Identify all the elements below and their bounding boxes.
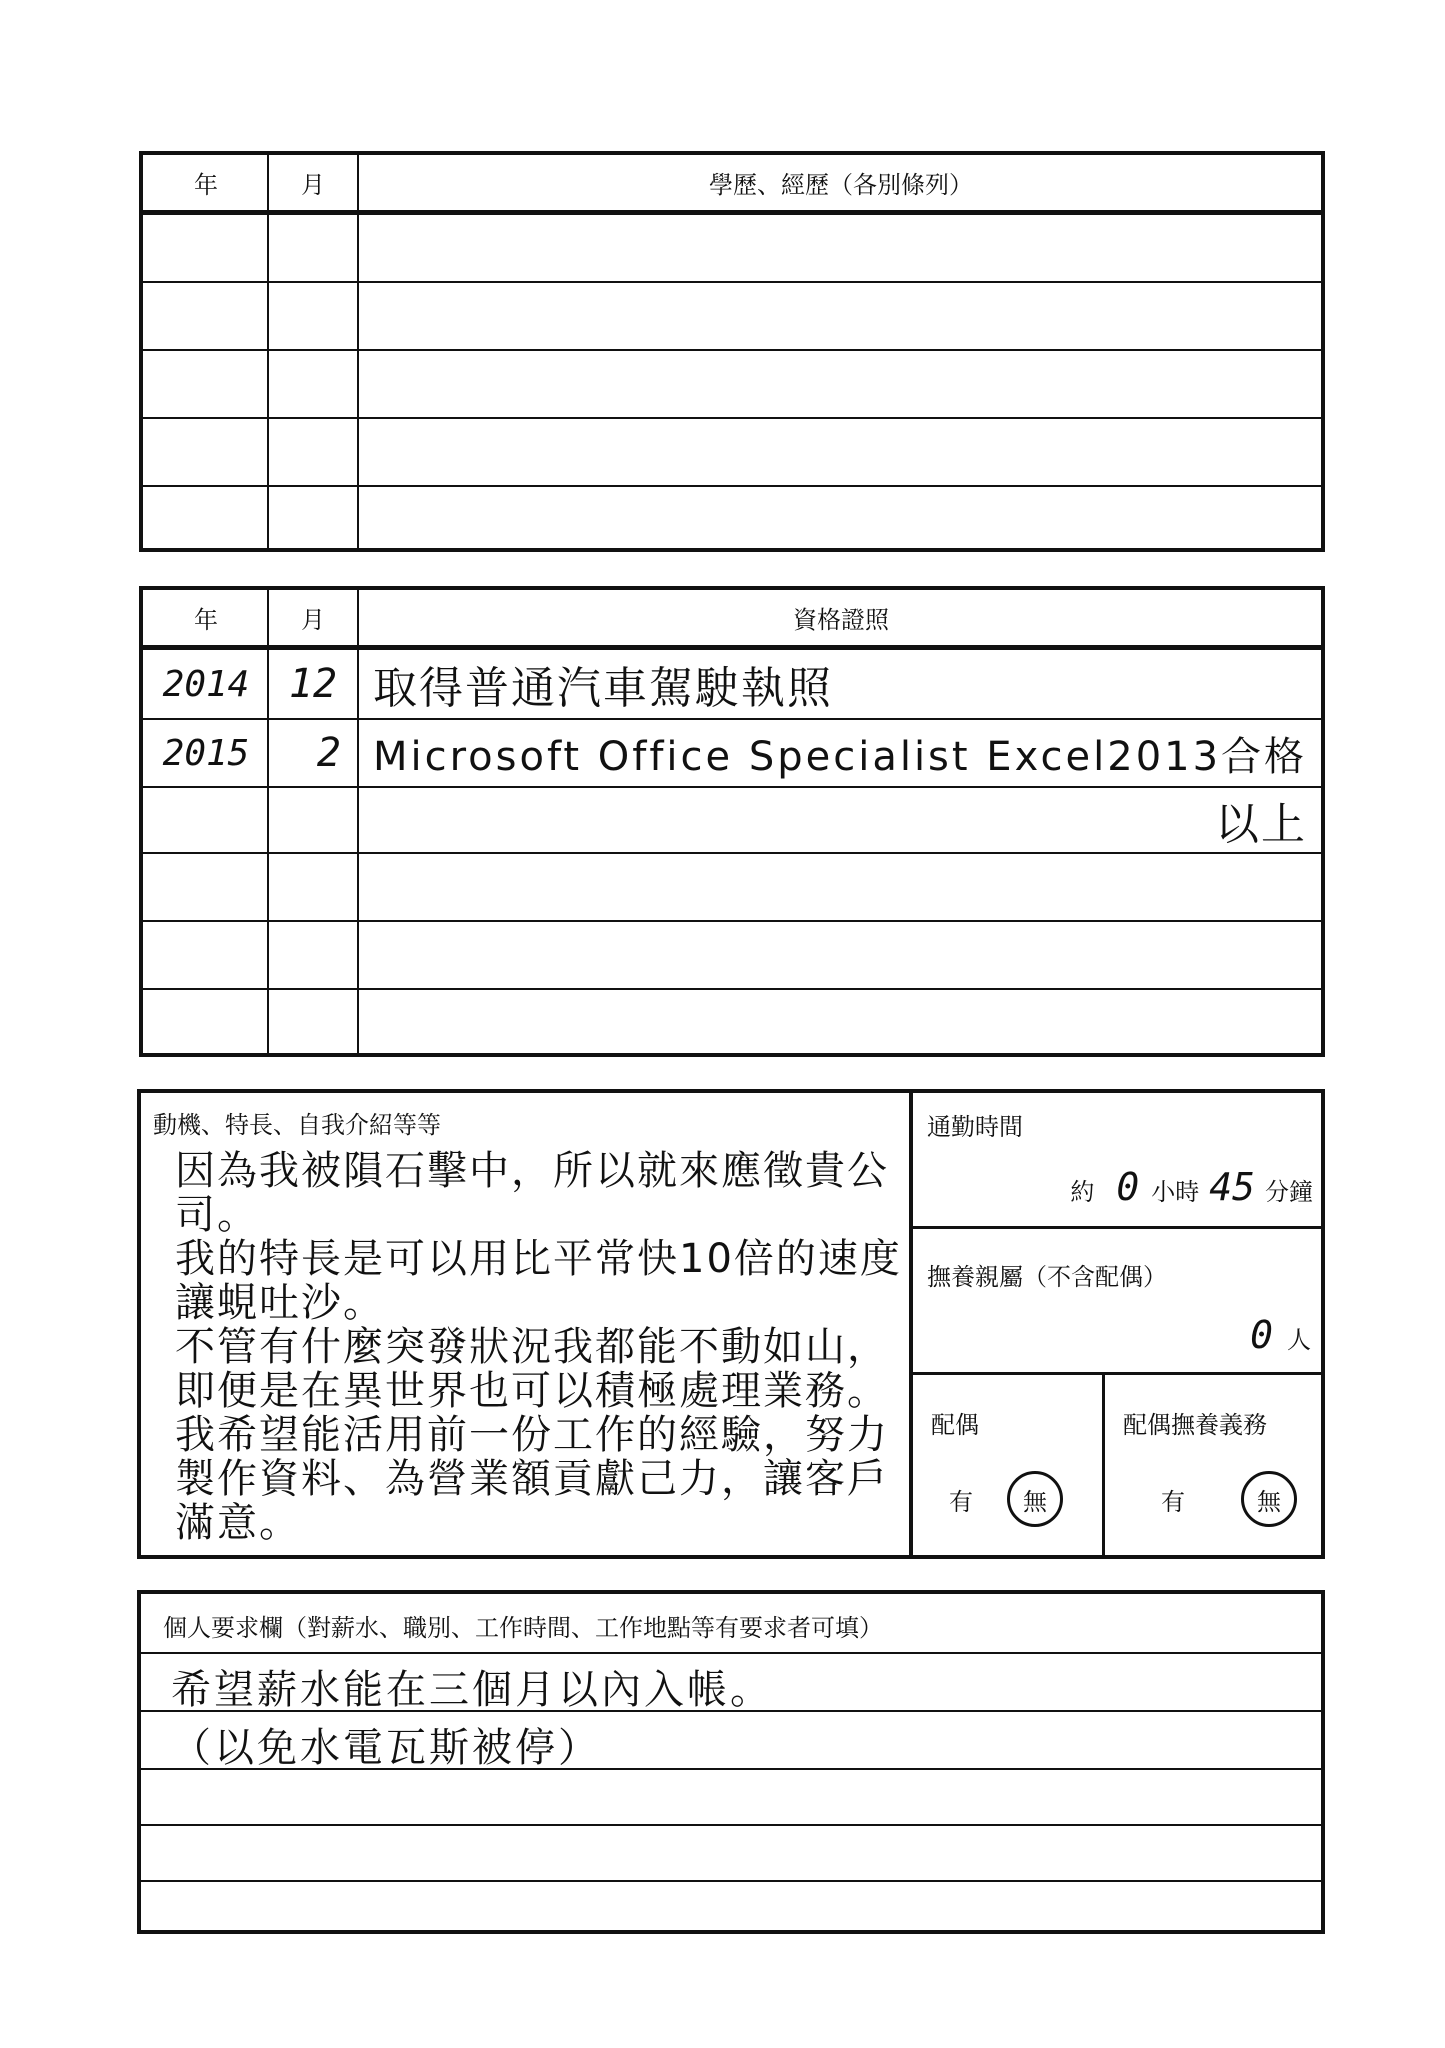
dependents-value[interactable] <box>1250 1313 1311 1357</box>
motivation-paragraph: 因為我被隕石擊中，所以就來應徵貴公司。 <box>175 1148 889 1238</box>
history-month[interactable] <box>269 487 357 548</box>
commute-minutes-unit: 分鐘 <box>1265 1178 1313 1206</box>
spouse-box <box>913 1375 1105 1555</box>
dependents-box[interactable] <box>913 1229 1321 1375</box>
ruled-line <box>141 1768 1321 1770</box>
history-description[interactable] <box>361 283 1321 349</box>
personal-requests-section[interactable] <box>137 1590 1325 1934</box>
requests-line[interactable]: 希望薪水能在三個月以內入帳。 <box>171 1667 773 1713</box>
license-description[interactable] <box>361 990 1321 1053</box>
table-row[interactable] <box>143 718 1321 786</box>
spouse-support-option-yes[interactable]: 有 <box>1161 1487 1185 1516</box>
table-row[interactable] <box>143 213 1321 281</box>
spouse-label: 配偶 <box>931 1411 979 1439</box>
motivation-text[interactable] <box>175 1149 915 1545</box>
license-month[interactable]: 2 <box>316 730 341 776</box>
commute-prefix: 約 <box>1070 1178 1095 1206</box>
column-divider <box>267 155 269 548</box>
license-year[interactable] <box>143 854 269 920</box>
license-description[interactable]: 以上 <box>1215 799 1307 850</box>
license-month[interactable] <box>269 990 357 1053</box>
education-work-history-table <box>139 151 1325 552</box>
license-year[interactable]: 2015 <box>162 732 250 774</box>
motivation-paragraph: 不管有什麼突發狀況我都能不動如山，即便是在異世界也可以積極處理業務。 <box>175 1324 889 1414</box>
dependents-label: 撫養親屬（不含配偶） <box>927 1263 1167 1291</box>
commute-value[interactable] <box>1070 1165 1313 1209</box>
commute-minutes[interactable]: 45 <box>1209 1165 1255 1209</box>
history-month[interactable] <box>269 215 357 281</box>
license-month[interactable] <box>269 854 357 920</box>
column-divider <box>357 155 359 548</box>
self-introduction-section <box>137 1089 1325 1559</box>
table-row[interactable] <box>143 648 1321 718</box>
history-header-description: 學歷、經歷（各別條列） <box>709 171 973 199</box>
license-year[interactable] <box>143 788 269 852</box>
table-row[interactable] <box>143 852 1321 920</box>
commute-box[interactable] <box>913 1093 1321 1229</box>
license-month[interactable] <box>269 922 357 988</box>
license-year[interactable] <box>143 990 269 1053</box>
license-header-month: 月 <box>301 606 325 634</box>
motivation-paragraph: 我的特長是可以用比平常快10倍的速度讓蜆吐沙。 <box>175 1236 902 1326</box>
history-year[interactable] <box>143 351 269 417</box>
commute-hours[interactable]: 0 <box>1116 1165 1140 1209</box>
table-row[interactable] <box>143 281 1321 349</box>
license-header-year: 年 <box>194 606 218 634</box>
spouse-support-label: 配偶撫養義務 <box>1123 1411 1267 1439</box>
table-row[interactable] <box>143 485 1321 548</box>
license-header-row <box>143 590 1321 648</box>
history-month[interactable] <box>269 351 357 417</box>
table-row[interactable] <box>143 988 1321 1053</box>
licenses-table <box>139 586 1325 1057</box>
history-description[interactable] <box>361 351 1321 417</box>
history-year[interactable] <box>143 215 269 281</box>
history-year[interactable] <box>143 487 269 548</box>
commute-label: 通勤時間 <box>927 1113 1023 1141</box>
license-month[interactable]: 12 <box>288 661 338 707</box>
spouse-support-box <box>1105 1375 1321 1555</box>
ruled-line <box>141 1710 1321 1712</box>
motivation-label: 動機、特長、自我介紹等等 <box>153 1111 441 1139</box>
motivation-box[interactable] <box>141 1093 913 1555</box>
dependents-unit: 人 <box>1287 1326 1311 1354</box>
spouse-option-no-circled[interactable]: 無 <box>1007 1471 1063 1527</box>
spouse-options <box>949 1471 1063 1527</box>
license-year[interactable]: 2014 <box>162 663 250 705</box>
requests-label: 個人要求欄（對薪水、職別、工作時間、工作地點等有要求者可填） <box>163 1614 883 1642</box>
dependents-count[interactable]: 0 <box>1250 1313 1273 1357</box>
license-description[interactable] <box>361 854 1321 920</box>
history-month[interactable] <box>269 283 357 349</box>
ruled-line <box>141 1824 1321 1826</box>
ruled-line <box>141 1652 1321 1654</box>
license-description[interactable] <box>361 922 1321 988</box>
license-year[interactable] <box>143 922 269 988</box>
spouse-option-yes[interactable]: 有 <box>949 1487 973 1516</box>
history-year[interactable] <box>143 283 269 349</box>
column-divider <box>267 590 269 1053</box>
table-row[interactable] <box>143 349 1321 417</box>
license-header-description: 資格證照 <box>793 606 889 634</box>
history-description[interactable] <box>361 487 1321 548</box>
history-description[interactable] <box>361 419 1321 485</box>
license-month[interactable] <box>269 788 357 852</box>
table-row[interactable] <box>143 417 1321 485</box>
table-row[interactable] <box>143 786 1321 852</box>
spouse-support-options <box>1161 1471 1297 1527</box>
history-description[interactable] <box>361 215 1321 281</box>
table-row[interactable] <box>143 920 1321 988</box>
column-divider <box>357 590 359 1053</box>
license-description[interactable]: Microsoft Office Specialist Excel2013合格 <box>373 733 1308 780</box>
ruled-line <box>141 1880 1321 1882</box>
history-header-row <box>143 155 1321 213</box>
commute-hours-unit: 小時 <box>1151 1178 1200 1206</box>
requests-line[interactable]: （以免水電瓦斯被停） <box>171 1725 601 1771</box>
history-header-month: 月 <box>301 171 325 199</box>
motivation-paragraph: 我希望能活用前一份工作的經驗，努力製作資料、為營業額貢獻己力，讓客戶滿意。 <box>175 1412 889 1546</box>
history-year[interactable] <box>143 419 269 485</box>
history-month[interactable] <box>269 419 357 485</box>
license-description[interactable]: 取得普通汽車駕駛執照 <box>373 663 833 714</box>
spouse-support-option-no-circled[interactable]: 無 <box>1241 1471 1297 1527</box>
history-header-year: 年 <box>194 171 218 199</box>
